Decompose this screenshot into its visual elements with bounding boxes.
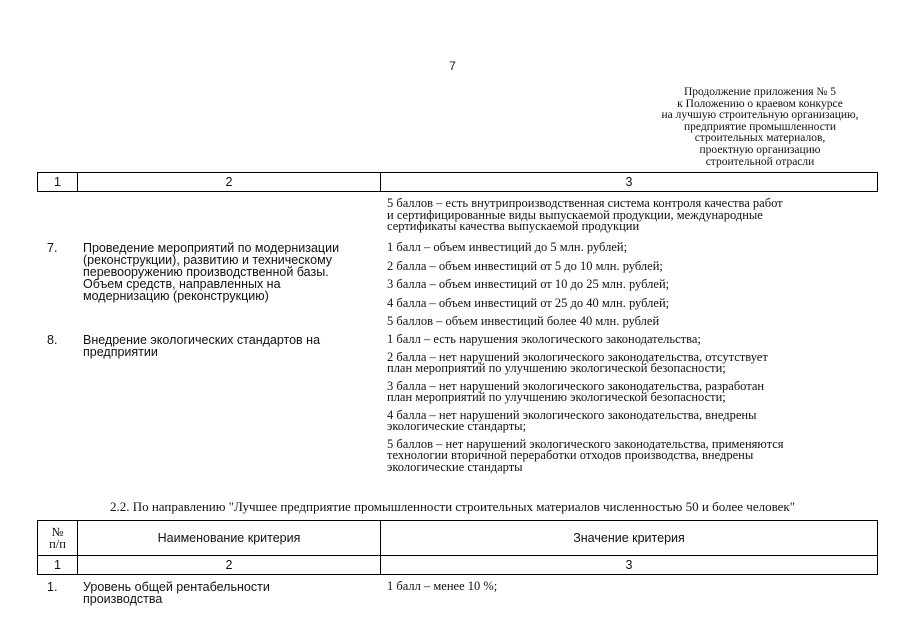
criterion-line: предприятии	[83, 345, 158, 359]
value-item: 3 балла – объем инвестиций от 10 до 25 млн. рублей;	[387, 277, 670, 291]
table2-header	[37, 520, 878, 575]
row-index: 7.	[47, 241, 58, 255]
value-item	[387, 334, 784, 346]
value-line: 4 балла – нет нарушений экологического законодательства, внедрены	[387, 407, 757, 422]
appendix-line: на лучшую строительную организацию,	[661, 109, 859, 122]
column-header-number	[38, 521, 78, 556]
value-item	[387, 349, 784, 375]
value-item: 2 балла – объем инвестиций от 5 до 10 млн. рублей;	[387, 258, 663, 273]
criterion-line: Проведение мероприятий по модернизации	[83, 241, 340, 255]
value-line: и сертифицированные виды выпускаемой продукции, международные	[387, 207, 763, 222]
value-item: 1 балл – менее 10 %;	[387, 579, 498, 593]
value-line: 1 балл – есть нарушения экологического законодательства;	[387, 332, 701, 346]
value-line: 5 баллов – нет нарушений экологического законодательства, применяются	[387, 436, 784, 451]
value-item	[387, 407, 784, 433]
criterion-name	[83, 242, 339, 302]
column-header-criterion: Наименование критерия	[78, 521, 381, 556]
criterion-value	[387, 334, 784, 473]
column-number-2: 2	[78, 173, 381, 192]
value-item	[387, 378, 784, 404]
value-item	[387, 436, 784, 474]
column-header-value: Значение критерия	[381, 521, 878, 556]
header-line: п/п	[49, 537, 66, 551]
column-number-2: 2	[78, 556, 381, 575]
row-index: 8.	[47, 333, 58, 347]
criterion-line: Внедрение экологических стандартов на	[83, 333, 321, 347]
value-item: 5 баллов – объем инвестиций более 40 млн. рублей	[387, 314, 660, 328]
value-line: технологии вторичной переработки отходов производства, внедрены	[387, 448, 754, 462]
value-line: экологические стандарты	[387, 459, 523, 474]
value-line: 3 балла – нет нарушений экологического законодательства, разработан	[387, 378, 765, 393]
column-number-3: 3	[381, 173, 878, 192]
value-line: 5 баллов – есть внутрипроизводственная система контроля качества работ	[387, 196, 783, 210]
appendix-line: строительной отрасли	[705, 155, 815, 168]
section-title: 2.2. По направлению "Лучшее предприятие промышленности строительных материалов численностью 50 и более человек"	[109, 499, 796, 514]
appendix-line: к Положению о краевом конкурсе	[677, 97, 843, 110]
appendix-line: проектную организацию	[699, 143, 821, 156]
value-item: 4 балла – объем инвестиций от 25 до 40 млн. рублей;	[387, 295, 670, 310]
value-item: 1 балл – объем инвестиций до 5 млн. рублей;	[387, 240, 628, 254]
header-line: №	[51, 525, 64, 539]
appendix-line: предприятие промышленности	[684, 120, 836, 133]
column-number-1: 1	[38, 173, 78, 192]
criterion-name	[83, 581, 270, 605]
value-line: экологические стандарты;	[387, 419, 527, 433]
criterion-line: Уровень общей рентабельности	[83, 580, 270, 594]
value-line: сертификаты качества выпускаемой продукции	[387, 219, 640, 233]
appendix-line: Продолжение приложения № 5	[683, 86, 837, 98]
criterion-line: (реконструкции), развитию и техническому	[83, 253, 333, 267]
criterion-value	[387, 242, 669, 328]
criterion-line: производства	[83, 592, 163, 606]
page-number: 7	[449, 59, 456, 73]
carry-over-value	[387, 198, 783, 233]
value-line: план мероприятий по улучшению экологической безопасности;	[387, 361, 726, 375]
column-number-3: 3	[381, 556, 878, 575]
criterion-line: перевооружению производственной базы.	[83, 265, 329, 279]
criterion-value	[387, 581, 497, 593]
criterion-line: модернизацию (реконструкцию)	[83, 289, 269, 303]
criterion-line: Объем средств, направленных на	[83, 277, 281, 291]
criterion-name	[83, 334, 320, 358]
value-line: 2 балла – нет нарушений экологического законодательства, отсутствует	[387, 349, 768, 364]
table1-column-numbers	[37, 172, 878, 192]
value-line: план мероприятий по улучшению экологической безопасности;	[387, 390, 726, 404]
appendix-line: строительных материалов,	[694, 132, 826, 145]
row-index: 1.	[47, 580, 58, 594]
appendix-caption	[610, 87, 905, 168]
column-number-1: 1	[38, 556, 78, 575]
